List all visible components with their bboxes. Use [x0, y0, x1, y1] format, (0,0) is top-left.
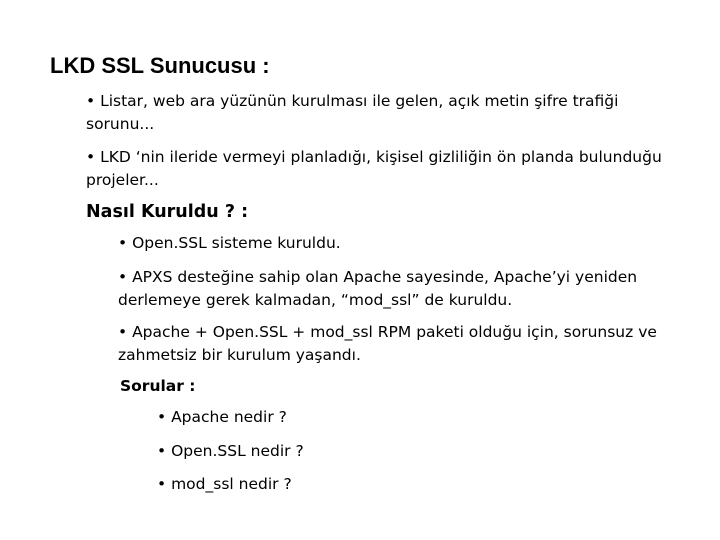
install-item-text: Open.SSL sisteme kuruldu. — [132, 234, 341, 252]
install-item-apxs — [118, 266, 698, 312]
intro-item-listar — [86, 90, 686, 136]
question-item-apache — [157, 406, 287, 429]
intro-item-projects — [86, 146, 686, 192]
install-item-text: Apache + Open.SSL + mod_ssl RPM paketi olduğu için, sorunsuz ve zahmetsiz bir kurulum yaşandı. — [118, 323, 657, 364]
install-heading: Nasıl Kuruldu ? : — [86, 202, 249, 222]
question-item-modssl — [157, 473, 292, 496]
questions-heading: Sorular : — [120, 377, 196, 395]
install-item-text: APXS desteğine sahip olan Apache sayesinde, Apache’yi yeniden derlemeye gerek kalmadan, “mod_ssl” de kuruldu. — [118, 268, 638, 309]
intro-item-text: LKD ‘nin ileride vermeyi planladığı, kişisel gizliliğin ön planda bulunduğu projeler... — [86, 148, 662, 189]
slide-title: LKD SSL Sunucusu : — [50, 53, 270, 78]
install-item-rpm — [118, 321, 698, 367]
intro-item-text: Listar, web ara yüzünün kurulması ile gelen, açık metin şifre trafiği sorunu... — [86, 92, 619, 133]
question-item-text: mod_ssl nedir ? — [171, 475, 292, 493]
install-item-openssl — [118, 232, 698, 255]
question-item-text: Apache nedir ? — [171, 408, 287, 426]
question-item-openssl — [157, 440, 304, 463]
question-item-text: Open.SSL nedir ? — [171, 442, 304, 460]
